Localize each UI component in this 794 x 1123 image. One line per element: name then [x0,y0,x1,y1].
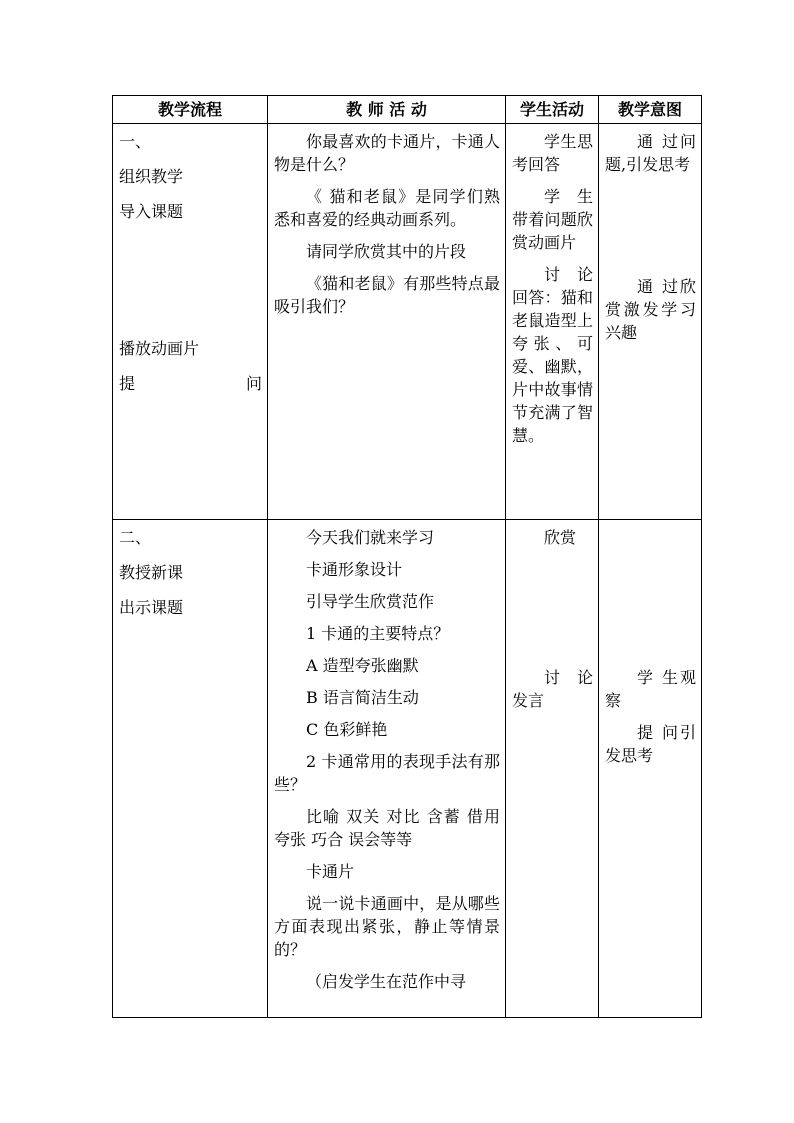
intent-paragraph: 学 生观察 [605,668,696,710]
flow-step: 组织教学 [119,167,184,186]
teacher-paragraph: 2 卡通常用的表现手法有那些？ [274,752,500,794]
table-header-row [113,96,702,124]
teacher-activity-cell [268,520,506,1018]
header-intent: 教学意图 [599,96,702,124]
teacher-paragraph: （启发学生在范作中寻 [306,972,467,991]
flow-step: 提 问 [119,374,262,393]
teacher-activity-cell [268,124,506,520]
lesson-plan-table [112,95,702,1018]
flow-cell [113,520,268,1018]
header-flow: 教学流程 [113,96,268,124]
header-student-activity: 学生活动 [506,96,599,124]
teacher-paragraph: 说一说卡通画中，是从哪些方面表现出紧张，静止等情景的？ [274,894,500,959]
teacher-paragraph: 1 卡通的主要特点？ [306,624,450,643]
flow-cell [113,124,268,520]
teacher-paragraph: C 色彩鲜艳 [306,720,388,739]
teacher-paragraph: A 造型夸张幽默 [306,656,419,675]
teacher-paragraph: 《 猫和老鼠》是同学们熟悉和喜爱的经典动画系列。 [274,187,500,229]
student-paragraph: 讨 论 回答：猫和老鼠造型上夸张、可爱、幽默，片中故事情节充满了智慧。 [512,265,593,445]
flow-step: 教授新课 [119,563,184,582]
teacher-paragraph: 比喻 双关 对比 含蓄 借用 夸张 巧合 误会等等 [274,807,500,849]
table-row [113,124,702,520]
table-row [113,520,702,1018]
intent-paragraph: 通 过欣赏激发学习兴趣 [605,277,696,342]
teacher-paragraph: 你最喜欢的卡通片，卡通人物是什么？ [274,132,500,174]
student-paragraph: 讨 论 发言 [512,668,593,710]
flow-step: 播放动画片 [119,339,200,358]
student-paragraph: 欣赏 [544,528,577,547]
flow-step: 一、 [119,132,152,151]
student-activity-cell [506,520,599,1018]
teacher-paragraph: B 语言简洁生动 [306,688,419,707]
teacher-paragraph: 今天我们就来学习 [306,528,435,547]
teacher-paragraph: 卡通片 [306,862,355,881]
student-paragraph: 学生思考回答 [512,132,593,174]
header-teacher-activity: 教 师 活 动 [268,96,506,124]
flow-step: 导入课题 [119,202,184,221]
teacher-paragraph: 卡通形象设计 [306,560,403,579]
teacher-paragraph: 《猫和老鼠》有那些特点最吸引我们？ [274,274,500,316]
student-activity-cell [506,124,599,520]
intent-paragraph: 提 问引发思考 [605,723,696,765]
teacher-paragraph: 引导学生欣赏范作 [306,592,435,611]
intent-cell [599,124,702,520]
flow-step: 出示课题 [119,598,184,617]
intent-cell [599,520,702,1018]
flow-step: 二、 [119,528,152,547]
student-paragraph: 学 生 带着问题欣赏动画片 [512,187,593,252]
teacher-paragraph: 请同学欣赏其中的片段 [306,242,467,261]
intent-paragraph: 通 过问题,引发思考 [605,132,696,174]
